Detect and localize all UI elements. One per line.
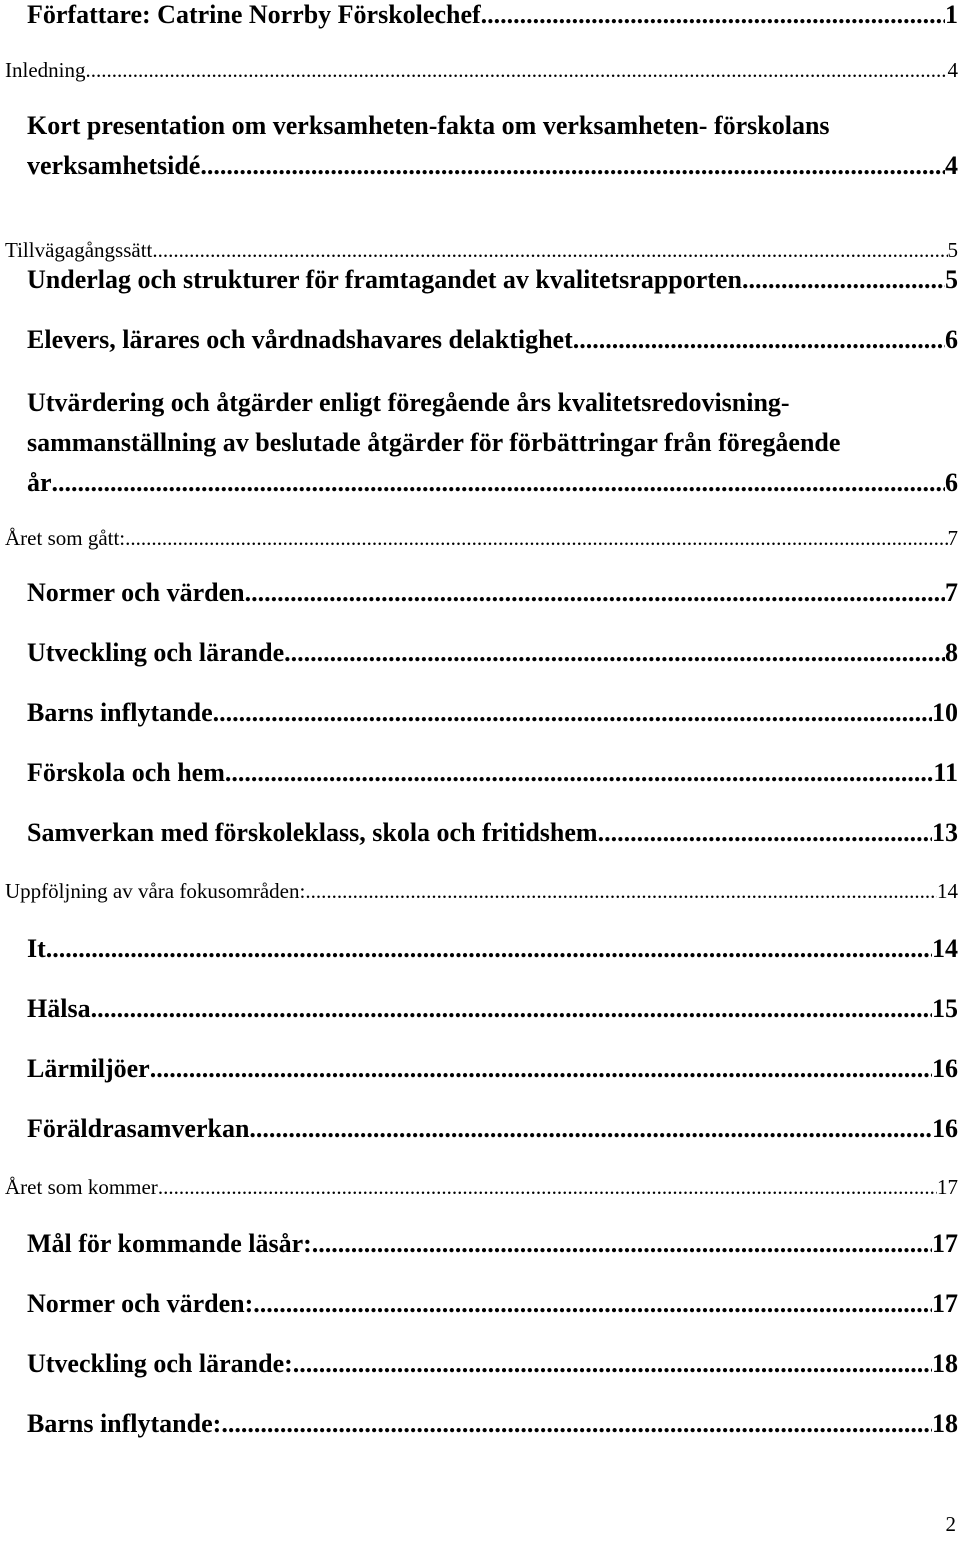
toc-entry-page: 1 — [945, 0, 958, 29]
dot-leader — [85, 58, 947, 83]
dot-leader — [152, 238, 947, 263]
toc-entry-normer-och-varden[interactable] — [27, 578, 958, 608]
dot-leader — [91, 994, 932, 1024]
toc-entry-title: Barns inflytande — [27, 698, 213, 727]
dot-leader — [253, 1289, 932, 1319]
toc-entry-page: 5 — [947, 238, 958, 262]
toc-entry-title: Tillvägagångssätt — [5, 238, 153, 262]
dot-leader — [158, 1175, 937, 1200]
toc-entry-author[interactable] — [27, 0, 958, 30]
page-number: 2 — [945, 1512, 956, 1536]
toc-entry-foraldrasamverkan[interactable] — [27, 1114, 958, 1144]
dot-leader — [481, 0, 945, 30]
toc-entry-page: 18 — [932, 1349, 958, 1378]
toc-entry-tillvagagangssatt[interactable] — [5, 238, 958, 263]
toc-entry-title: Normer och värden: — [27, 1289, 254, 1318]
toc-entry-title: Inledning — [5, 58, 86, 82]
toc-entry-title-line: sammanställning av beslutade åtgärder för förbättringar från föregående — [27, 428, 841, 457]
toc-entry-page: 4 — [947, 58, 958, 82]
toc-entry-title-line: Utvärdering och åtgärder enligt föregående års kvalitetsredovisning- — [27, 388, 790, 417]
toc-entry-title: Lärmiljöer — [27, 1054, 150, 1083]
dot-leader — [312, 1229, 932, 1259]
toc-entry-page: 14 — [932, 934, 958, 963]
toc-entry-title: Mål för kommande läsår: — [27, 1229, 312, 1258]
toc-entry-title-line: verksamhetsidé. — [27, 151, 207, 180]
toc-entry-page: 13 — [932, 818, 958, 847]
dot-leader — [52, 463, 945, 503]
toc-entry-title: Samverkan med förskoleklass, skola och fritidshem — [27, 818, 598, 847]
toc-entry-page: 17 — [937, 1175, 958, 1199]
toc-entry-aret-som-gatt[interactable] — [5, 526, 958, 551]
toc-entry-aret-som-kommer[interactable] — [5, 1175, 958, 1200]
dot-leader — [150, 1054, 932, 1084]
dot-leader — [46, 934, 932, 964]
toc-entry-page: 6 — [945, 325, 958, 354]
toc-entry-utveckling-och-larande[interactable] — [27, 638, 958, 668]
dot-leader — [742, 265, 945, 295]
dot-leader — [225, 758, 934, 788]
toc-entry-page: 8 — [945, 638, 958, 667]
toc-entry-uppfoljning[interactable] — [5, 879, 958, 904]
toc-entry-forskola-och-hem[interactable] — [27, 758, 958, 788]
toc-entry-page: 15 — [932, 994, 958, 1023]
dot-leader — [573, 325, 945, 355]
toc-entry-title: Utveckling och lärande: — [27, 1349, 293, 1378]
toc-entry-title: It — [27, 934, 46, 963]
toc-entry-title: Normer och värden — [27, 578, 245, 607]
toc-entry-title: Förskola och hem — [27, 758, 225, 787]
toc-entry-barns-inflytande-2[interactable] — [27, 1409, 958, 1439]
dot-leader — [125, 526, 947, 551]
toc-entry-title: Året som kommer — [5, 1175, 158, 1199]
toc-entry-page: 4 — [945, 151, 958, 180]
toc-entry-barns-inflytande[interactable] — [27, 698, 958, 728]
dot-leader — [305, 879, 937, 904]
toc-entry-page: 17 — [932, 1229, 958, 1258]
dot-leader — [598, 818, 932, 848]
toc-entry-underlag[interactable] — [27, 265, 958, 295]
dot-leader — [221, 1409, 932, 1439]
toc-entry-delaktighet[interactable] — [27, 325, 958, 355]
toc-entry-page: 11 — [933, 758, 958, 787]
toc-entry-title: Utveckling och lärande — [27, 638, 285, 667]
toc-entry-page: 14 — [937, 879, 958, 903]
toc-entry-title: Elevers, lärares och vårdnadshavares delaktighet — [27, 325, 573, 354]
dot-leader — [293, 1349, 932, 1379]
toc-entry-title: Uppföljning av våra fokusområden: — [5, 879, 306, 903]
toc-entry-title: Underlag och strukturer för framtagandet av kvalitetsrapporten — [27, 265, 742, 294]
toc-entry-page: 18 — [932, 1409, 958, 1438]
toc-entry-title: Hälsa — [27, 994, 91, 1023]
toc-entry-title: Året som gått: — [5, 526, 126, 550]
toc-entry-title: Barns inflytande: — [27, 1409, 222, 1438]
toc-entry-page: 10 — [932, 698, 958, 727]
dot-leader — [249, 1114, 932, 1144]
toc-entry-page: 16 — [932, 1114, 958, 1143]
toc-entry-kort-presentation[interactable] — [27, 106, 958, 186]
toc-entry-page: 6 — [945, 468, 958, 497]
toc-entry-page: 17 — [932, 1289, 958, 1318]
toc-entry-page: 5 — [945, 265, 958, 294]
toc-entry-title: Författare: Catrine Norrby Förskolechef — [27, 0, 481, 29]
dot-leader — [213, 698, 932, 728]
toc-entry-halsa[interactable] — [27, 994, 958, 1024]
toc-entry-samverkan[interactable] — [27, 818, 958, 848]
toc-entry-title-line: Kort presentation om verksamheten-fakta om verksamheten- förskolans — [27, 111, 830, 140]
toc-entry-title-line: år — [27, 468, 52, 497]
toc-entry-normer-och-varden-2[interactable] — [27, 1289, 958, 1319]
toc-entry-utveckling-och-larande-2[interactable] — [27, 1349, 958, 1379]
toc-entry-page: 7 — [947, 526, 958, 550]
toc-entry-mal-for-kommande-lasar[interactable] — [27, 1229, 958, 1259]
dot-leader — [207, 146, 945, 186]
toc-entry-it[interactable] — [27, 934, 958, 964]
dot-leader — [284, 638, 945, 668]
toc-entry-title: Föräldrasamverkan — [27, 1114, 250, 1143]
dot-leader — [245, 578, 945, 608]
toc-entry-utvardering[interactable] — [27, 383, 958, 503]
toc-entry-larmiljoer[interactable] — [27, 1054, 958, 1084]
toc-entry-inledning[interactable] — [5, 58, 958, 83]
toc-entry-page: 16 — [932, 1054, 958, 1083]
toc-entry-page: 7 — [945, 578, 958, 607]
